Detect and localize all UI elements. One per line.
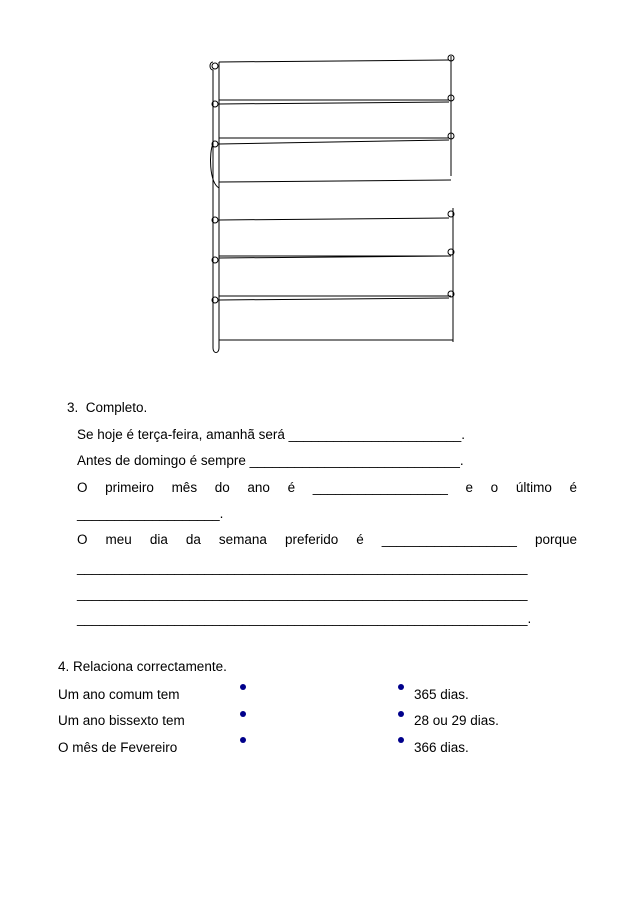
word: último bbox=[515, 480, 552, 495]
right-bullet-1[interactable] bbox=[398, 684, 404, 690]
right-item-3: 366 dias. bbox=[414, 740, 469, 755]
word: o bbox=[490, 480, 499, 495]
word: porque bbox=[534, 532, 577, 547]
question-line-1: Se hoje é terça-feira, amanhã será _______________________. bbox=[77, 427, 466, 442]
word: é bbox=[356, 532, 364, 547]
right-item-2: 28 ou 29 dias. bbox=[414, 713, 499, 728]
blank: __________________ bbox=[381, 532, 517, 547]
right-bullet-2[interactable] bbox=[398, 711, 404, 717]
word: ano bbox=[247, 480, 270, 495]
word: O bbox=[77, 532, 88, 547]
answer-line-2: ____________________________________________________________ bbox=[77, 586, 528, 601]
blank: __________________ bbox=[312, 480, 448, 495]
scroll-banners-illustration bbox=[205, 48, 465, 358]
word: e bbox=[465, 480, 474, 495]
left-bullet-3[interactable] bbox=[240, 737, 246, 743]
word: mês bbox=[171, 480, 198, 495]
question-line-5 bbox=[77, 532, 577, 548]
section-3-title: 3. Completo. bbox=[67, 400, 148, 415]
question-line-2: Antes de domingo é sempre ____________________________. bbox=[77, 453, 464, 468]
answer-line-3: ____________________________________________________________. bbox=[77, 611, 532, 626]
question-line-4: ___________________. bbox=[77, 506, 224, 521]
left-item-1: Um ano comum tem bbox=[58, 687, 180, 702]
word: da bbox=[185, 532, 201, 547]
left-item-3: O mês de Fevereiro bbox=[58, 740, 178, 755]
scroll-banner-3 bbox=[219, 140, 449, 144]
left-item-2: Um ano bissexto tem bbox=[58, 713, 185, 728]
answer-line-1: ____________________________________________________________ bbox=[77, 560, 528, 575]
word: O bbox=[77, 480, 88, 495]
right-bullet-3[interactable] bbox=[398, 737, 404, 743]
scroll-banner-6 bbox=[219, 298, 449, 300]
word: primeiro bbox=[105, 480, 154, 495]
right-item-1: 365 dias. bbox=[414, 687, 469, 702]
word: semana bbox=[218, 532, 267, 547]
word: dia bbox=[149, 532, 168, 547]
scroll-banner-1 bbox=[219, 60, 449, 62]
word: meu bbox=[105, 532, 132, 547]
scroll-banner-2 bbox=[219, 102, 449, 104]
section-4-title: 4. Relaciona correctamente. bbox=[58, 659, 227, 674]
word: do bbox=[214, 480, 230, 495]
left-bullet-2[interactable] bbox=[240, 711, 246, 717]
word: é bbox=[287, 480, 296, 495]
word: preferido bbox=[284, 532, 339, 547]
word: é bbox=[569, 480, 577, 495]
left-bullet-1[interactable] bbox=[240, 684, 246, 690]
scroll-banner-4 bbox=[219, 218, 449, 220]
question-line-3 bbox=[77, 480, 577, 496]
